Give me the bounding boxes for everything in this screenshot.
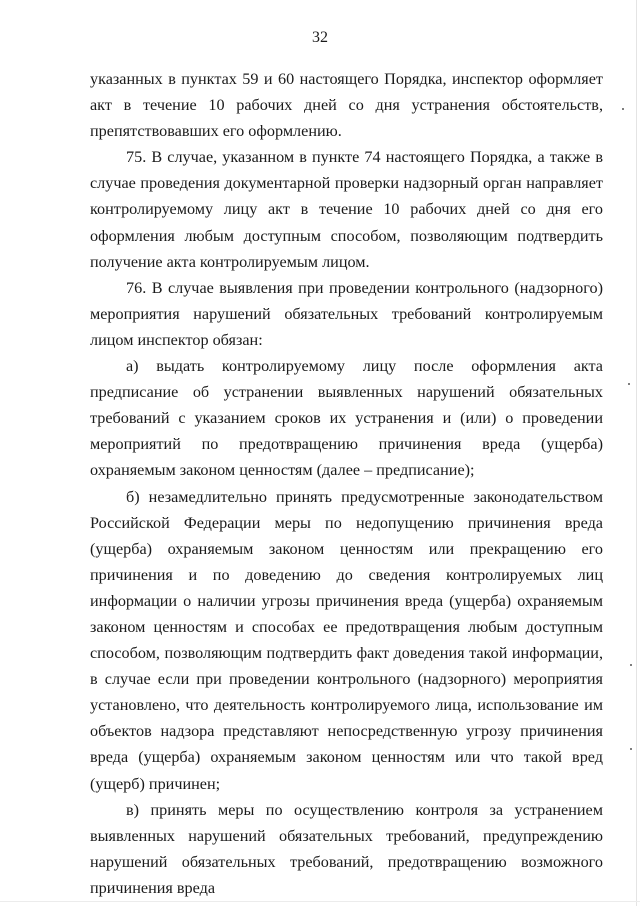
paragraph-76-v: в) принять меры по осуществлению контроля за устранением выявленных нарушений обязательных требований, предупреждению нарушений обязательных требований, предотвращению возможного причинения вреда [90, 800, 603, 897]
paragraph-76-a: а) выдать контролируемому лицу после оформления акта предписание об устранении выявленных нарушений обязательных требований с указанием сроков их устранения и (или) о проведении мероприятий по предотвращению причинения вреда (ущерба) охраняемым законом ценностям (далее – предписание); [90, 357, 603, 480]
page-number: 32 [312, 29, 328, 46]
scan-edge-right [636, 0, 637, 906]
scan-edge-bottom [0, 901, 640, 902]
paragraph-75: 75. В случае, указанном в пункте 74 настоящего Порядка, а также в случае проведения документарной проверки надзорный орган направляет контролируемому лицу акт в течение 10 рабочих дней со дня его оформления любым доступным способом, позволяющим подтвердить получение акта контролируемым лицом. [90, 148, 603, 271]
paragraph-continuation: указанных в пунктах 59 и 60 настоящего Порядка, инспектор оформляет акт в течение 10 рабочих дней со дня устранения обстоятельств, препятствовавших его оформлению. [90, 70, 603, 141]
scan-speck [630, 664, 632, 666]
scan-speck [630, 748, 632, 750]
scan-speck [628, 383, 630, 385]
document-body [90, 66, 603, 901]
scan-speck [622, 108, 624, 110]
paragraph-76-b: б) незамедлительно принять предусмотренные законодательством Российской Федерации меры по недопущению причинения вреда (ущерба) охраняемым законом ценностям или прекращению его причинения и по доведению до сведения контролируемых лиц информации о наличии угрозы причинения вреда (ущерба) охраняемым законом ценностям и способах ее предотвращения любым доступным способом, позволяющим подтвердить факт доведения такой информации, в случае если при проведении контрольного (надзорного) мероприятия установлено, что деятельность контролируемого лица, использование им объектов надзора представляют непосредственную угрозу причинения вреда (ущерба) охраняемым законом ценностям или что такой вред (ущерб) причинен; [90, 487, 603, 793]
paragraph-76: 76. В случае выявления при проведении контрольного (надзорного) мероприятия нарушений обязательных требований контролируемым лицом инспектор обязан: [90, 278, 603, 349]
